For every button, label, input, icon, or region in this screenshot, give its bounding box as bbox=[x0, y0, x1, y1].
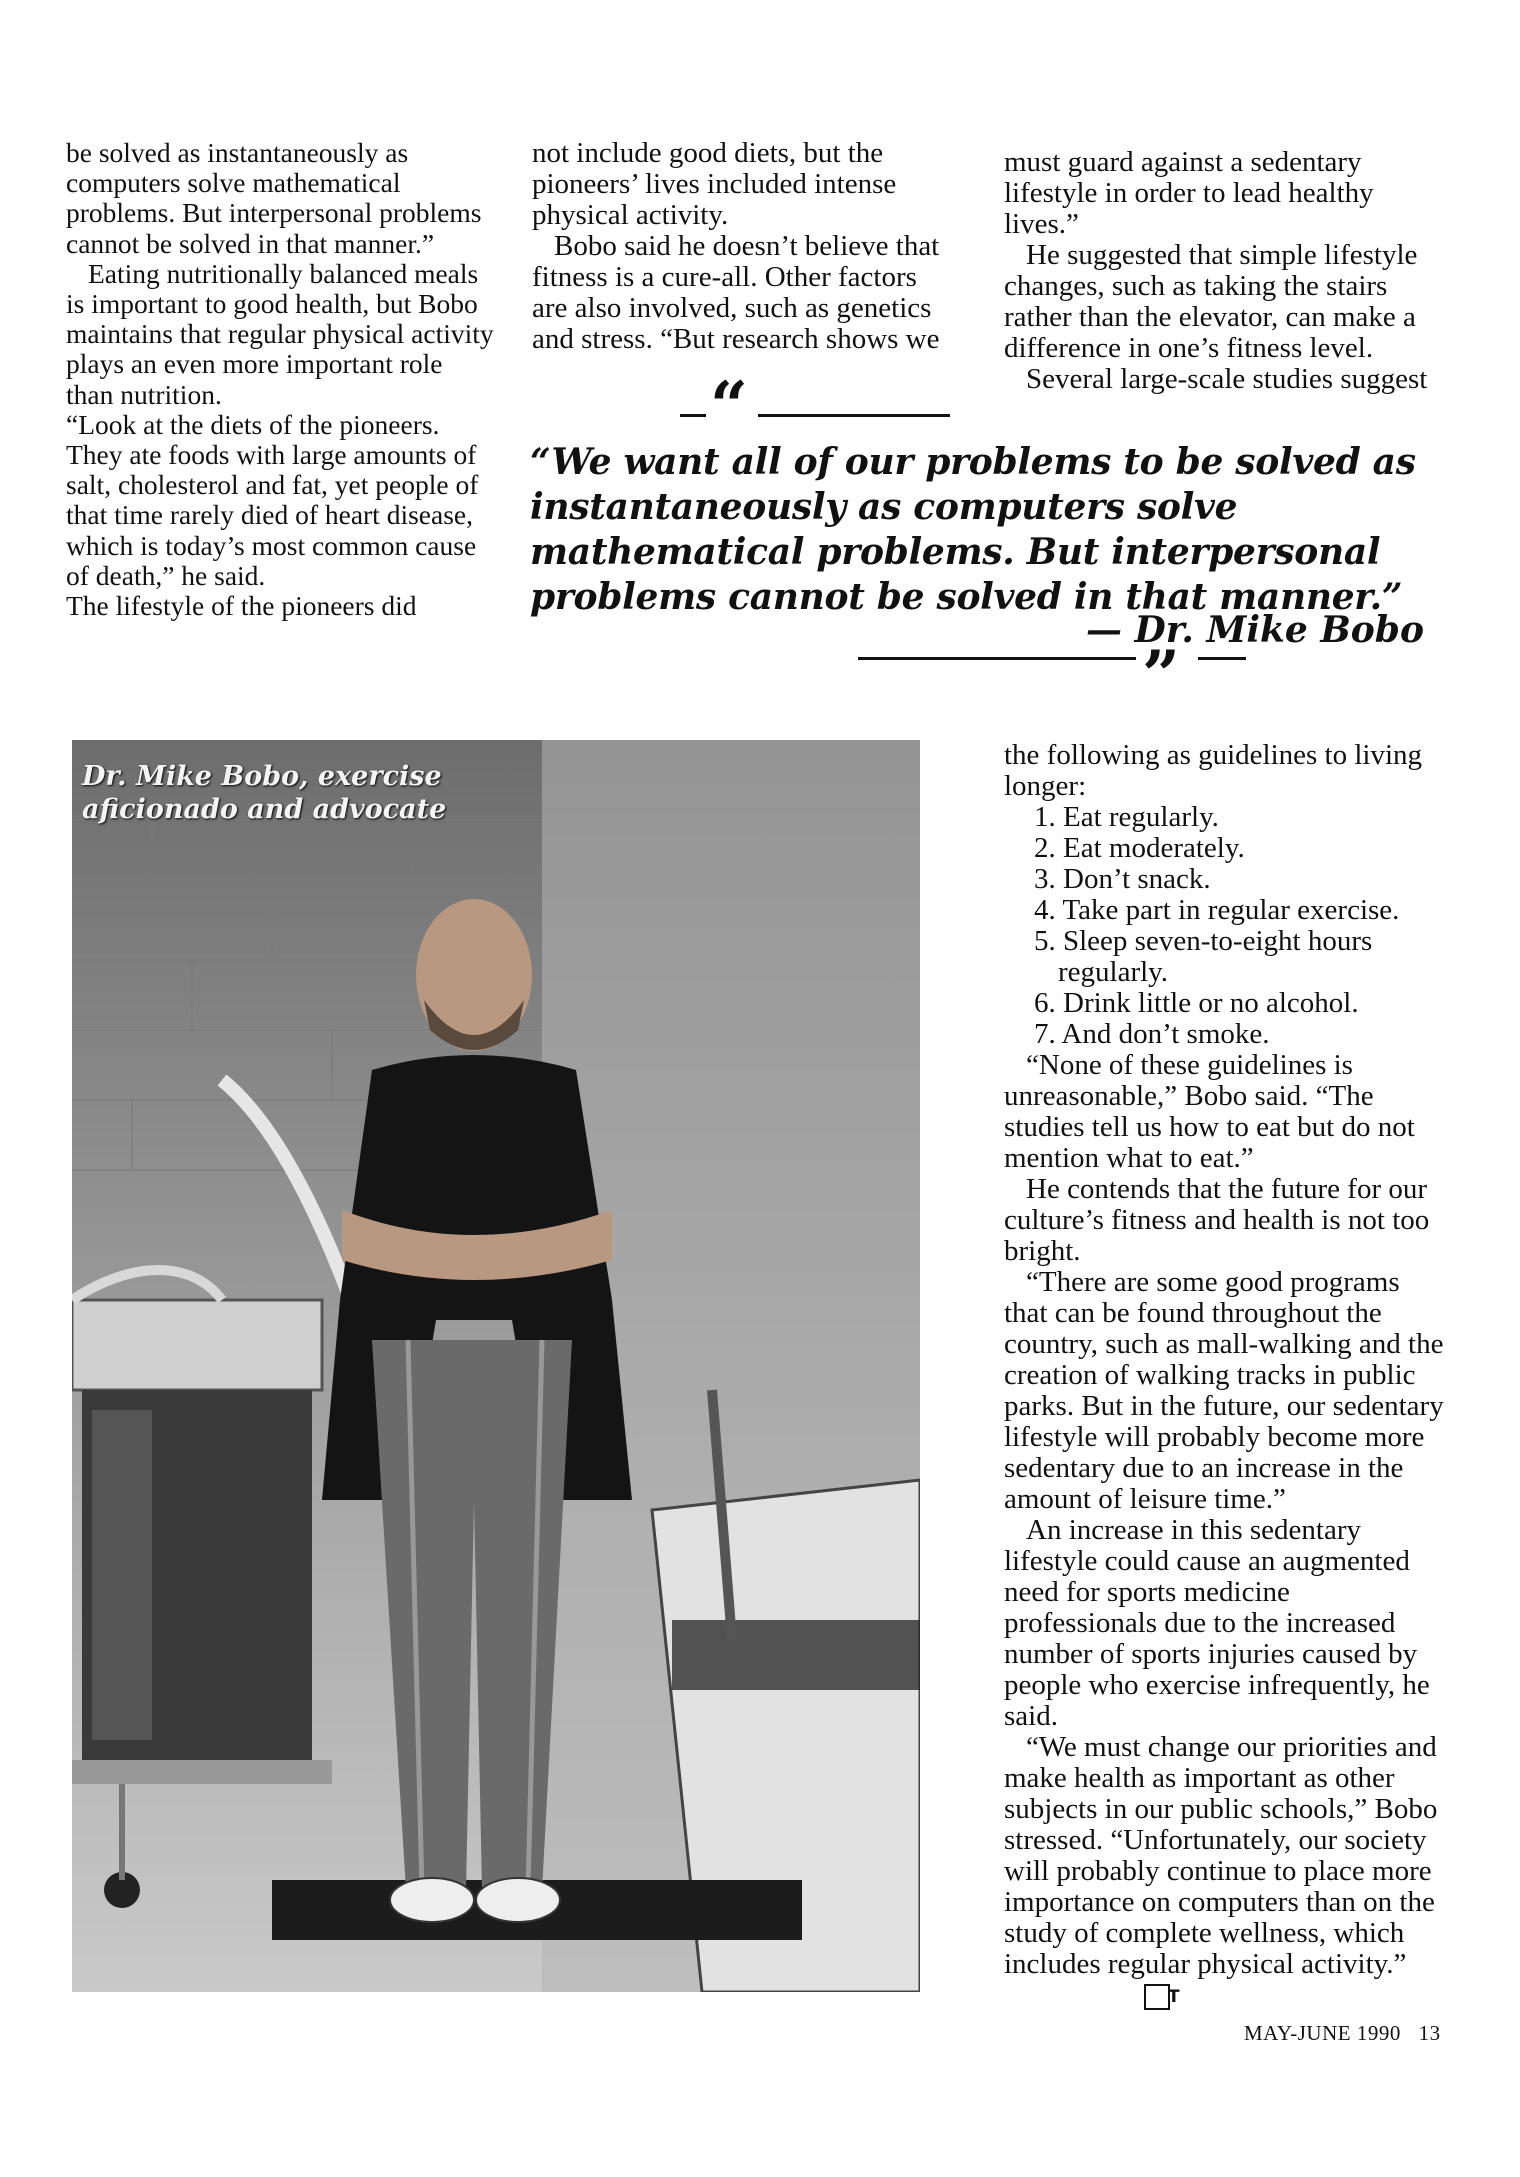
paragraph: Bobo said he doesn’t believe that fitness is a cure-all. Other factors are also involved, such as genetics and stress. “But research shows we bbox=[532, 230, 940, 355]
paragraph: Several large-scale studies suggest bbox=[1026, 363, 1428, 395]
pull-quote-text: “We want all of our problems to be solved as instantaneously as computers solve mathematical problems. But interpersonal problems cannot be solved in that manner.” bbox=[530, 441, 1416, 618]
end-of-story-icon: T bbox=[1144, 1984, 1170, 2010]
pull-quote-attribution: — Dr. Mike Bobo bbox=[1085, 609, 1424, 651]
paragraph: An increase in this sedentary lifestyle could cause an augmented need for sports medicine professionals due to the increased number of sports injuries caused by people who exercise infrequently, he said. bbox=[1004, 1514, 1430, 1732]
paragraph-text: “We must change our priorities and make health as important as other subjects in our public schools,” Bobo stressed. “Unfortunately, our society will probably continue to place more importance on computers than on the study of complete wellness, which includes regular physical activity.” bbox=[1004, 1731, 1438, 1980]
page-number: 13 bbox=[1418, 2021, 1441, 2045]
right-column-top bbox=[1004, 147, 1444, 395]
pull-quote-rule bbox=[858, 657, 1136, 660]
guidelines-list bbox=[1004, 802, 1444, 1050]
close-quote-mark: ” bbox=[1142, 636, 1180, 714]
list-item: 3. Don’t snack. bbox=[1034, 863, 1211, 895]
right-column-bottom bbox=[1004, 740, 1444, 2011]
article-column-left bbox=[66, 138, 496, 621]
paragraph: be solved as instantaneously as computers solve mathematical problems. But interpersonal problems cannot be solved in that manner.” bbox=[66, 137, 482, 259]
photo-caption: Dr. Mike Bobo, exercise aficionado and advocate bbox=[82, 761, 447, 825]
list-item: 7. And don’t smoke. bbox=[1034, 1018, 1270, 1050]
list-item: 6. Drink little or no alcohol. bbox=[1034, 987, 1359, 1019]
photo-dr-mike-bobo bbox=[72, 740, 920, 1992]
paragraph: “There are some good programs that can be found throughout the country, such as mall-walking and the creation of walking tracks in public parks. But in the future, our sedentary lifestyle will probably become more sedentary due to an increase in the amount of leisure time.” bbox=[1004, 1266, 1444, 1515]
pull-quote-rule bbox=[758, 414, 950, 417]
page-footer bbox=[1244, 2021, 1441, 2046]
open-quote-mark: “ bbox=[710, 367, 748, 445]
list-item: 5. Sleep seven-to-eight hours regularly. bbox=[1034, 925, 1373, 988]
paragraph bbox=[1004, 1732, 1444, 2011]
list-item: 1. Eat regularly. bbox=[1034, 801, 1219, 833]
paragraph: Eating nutritionally balanced meals is important to good health, but Bobo maintains that regular physical activity plays an even more important role than nutrition. bbox=[66, 257, 494, 410]
paragraph: The lifestyle of the pioneers did bbox=[66, 590, 417, 622]
list-item: 4. Take part in regular exercise. bbox=[1034, 894, 1400, 926]
paragraph: the following as guidelines to living longer: bbox=[1004, 739, 1423, 802]
article-column-middle bbox=[532, 138, 952, 355]
paragraph: He contends that the future for our culture’s fitness and health is not too bright. bbox=[1004, 1173, 1430, 1267]
paragraph: not include good diets, but the pioneers’ lives included intense physical activity. bbox=[532, 137, 897, 231]
photo-illustration bbox=[72, 740, 920, 1992]
issue-date: MAY-JUNE 1990 bbox=[1244, 2021, 1401, 2045]
pull-quote-rule bbox=[1198, 657, 1246, 660]
paragraph: He suggested that simple lifestyle changes, such as taking the stairs rather than the elevator, can make a difference in one’s fitness level. bbox=[1004, 239, 1418, 364]
pull-quote-rule bbox=[680, 414, 706, 417]
paragraph: “None of these guidelines is unreasonable,” Bobo said. “The studies tell us how to eat but do not mention what to eat.” bbox=[1004, 1049, 1415, 1174]
paragraph: must guard against a sedentary lifestyle in order to lead healthy lives.” bbox=[1004, 146, 1374, 240]
list-item: 2. Eat moderately. bbox=[1034, 832, 1245, 864]
paragraph: “Look at the diets of the pioneers. They ate foods with large amounts of salt, cholesterol and fat, yet people of that time rarely died of heart disease, which is today’s most common cause of death,” he said. bbox=[66, 408, 479, 591]
